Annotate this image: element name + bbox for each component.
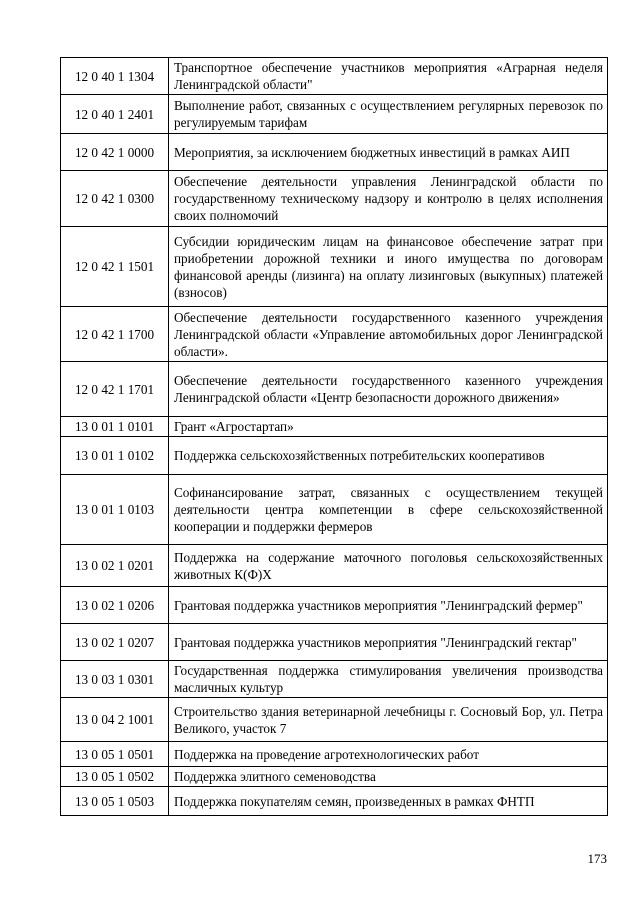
table-row <box>61 624 608 661</box>
row-description: Поддержка сельскохозяйственных потребительских кооперативов <box>169 437 608 475</box>
row-description: Грантовая поддержка участников мероприятия "Ленинградский гектар" <box>169 624 608 661</box>
row-description: Софинансирование затрат, связанных с осуществлением текущей деятельности центра компетенции в сфере сельскохозяйственной кооперации и поддержки фермеров <box>169 475 608 545</box>
row-description: Транспортное обеспечение участников мероприятия «Аграрная неделя Ленинградской области" <box>169 58 608 95</box>
row-description: Обеспечение деятельности управления Ленинградской области по государственному техническому надзору и контролю в целях исполнения своих полномочий <box>169 171 608 227</box>
row-description: Субсидии юридическим лицам на финансовое обеспечение затрат при приобретении дорожной техники и иного имущества по договорам финансовой аренды (лизинга) на оплату лизинговых (выкупных) платежей (взносов) <box>169 227 608 307</box>
table-row <box>61 698 608 742</box>
table-row <box>61 661 608 698</box>
row-code: 13 0 03 1 0301 <box>61 661 169 698</box>
row-code: 12 0 42 1 1701 <box>61 362 169 417</box>
row-code: 12 0 42 1 0300 <box>61 171 169 227</box>
row-code: 13 0 02 1 0206 <box>61 587 169 624</box>
row-description: Поддержка элитного семеноводства <box>169 767 608 787</box>
table-row <box>61 545 608 587</box>
table-row <box>61 742 608 767</box>
row-description: Поддержка на проведение агротехнологических работ <box>169 742 608 767</box>
row-code: 13 0 05 1 0502 <box>61 767 169 787</box>
table-row <box>61 227 608 307</box>
row-description: Поддержка на содержание маточного поголовья сельскохозяйственных животных К(Ф)Х <box>169 545 608 587</box>
row-description: Государственная поддержка стимулирования увеличения производства масличных культур <box>169 661 608 698</box>
table-row <box>61 95 608 134</box>
row-code: 12 0 42 1 1700 <box>61 307 169 362</box>
page-number: 173 <box>587 851 607 866</box>
row-code: 13 0 02 1 0207 <box>61 624 169 661</box>
row-description: Грантовая поддержка участников мероприятия "Ленинградский фермер" <box>169 587 608 624</box>
table-row <box>61 134 608 171</box>
row-description: Обеспечение деятельности государственного казенного учреждения Ленинградской области «Центр безопасности дорожного движения» <box>169 362 608 417</box>
row-description: Выполнение работ, связанных с осуществлением регулярных перевозок по регулируемым тарифам <box>169 95 608 134</box>
table-row <box>61 58 608 95</box>
row-code: 13 0 01 1 0103 <box>61 475 169 545</box>
table-row <box>61 417 608 437</box>
table-row <box>61 307 608 362</box>
row-code: 13 0 04 2 1001 <box>61 698 169 742</box>
row-description: Грант «Агростартап» <box>169 417 608 437</box>
row-code: 12 0 42 1 0000 <box>61 134 169 171</box>
table-row <box>61 171 608 227</box>
row-code: 12 0 42 1 1501 <box>61 227 169 307</box>
row-description: Поддержка покупателям семян, произведенных в рамках ФНТП <box>169 787 608 816</box>
table-row <box>61 787 608 816</box>
row-code: 12 0 40 1 1304 <box>61 58 169 95</box>
table-row <box>61 767 608 787</box>
table-row <box>61 587 608 624</box>
row-code: 13 0 01 1 0102 <box>61 437 169 475</box>
row-code: 13 0 05 1 0501 <box>61 742 169 767</box>
table-row <box>61 362 608 417</box>
table-row <box>61 475 608 545</box>
row-code: 13 0 01 1 0101 <box>61 417 169 437</box>
row-code: 12 0 40 1 2401 <box>61 95 169 134</box>
row-description: Мероприятия, за исключением бюджетных инвестиций в рамках АИП <box>169 134 608 171</box>
table-row <box>61 437 608 475</box>
row-code: 13 0 05 1 0503 <box>61 787 169 816</box>
budget-codes-table <box>60 57 608 816</box>
row-code: 13 0 02 1 0201 <box>61 545 169 587</box>
row-description: Обеспечение деятельности государственного казенного учреждения Ленинградской области «Управление автомобильных дорог Ленинградской области». <box>169 307 608 362</box>
row-description: Строительство здания ветеринарной лечебницы г. Сосновый Бор, ул. Петра Великого, участок 7 <box>169 698 608 742</box>
